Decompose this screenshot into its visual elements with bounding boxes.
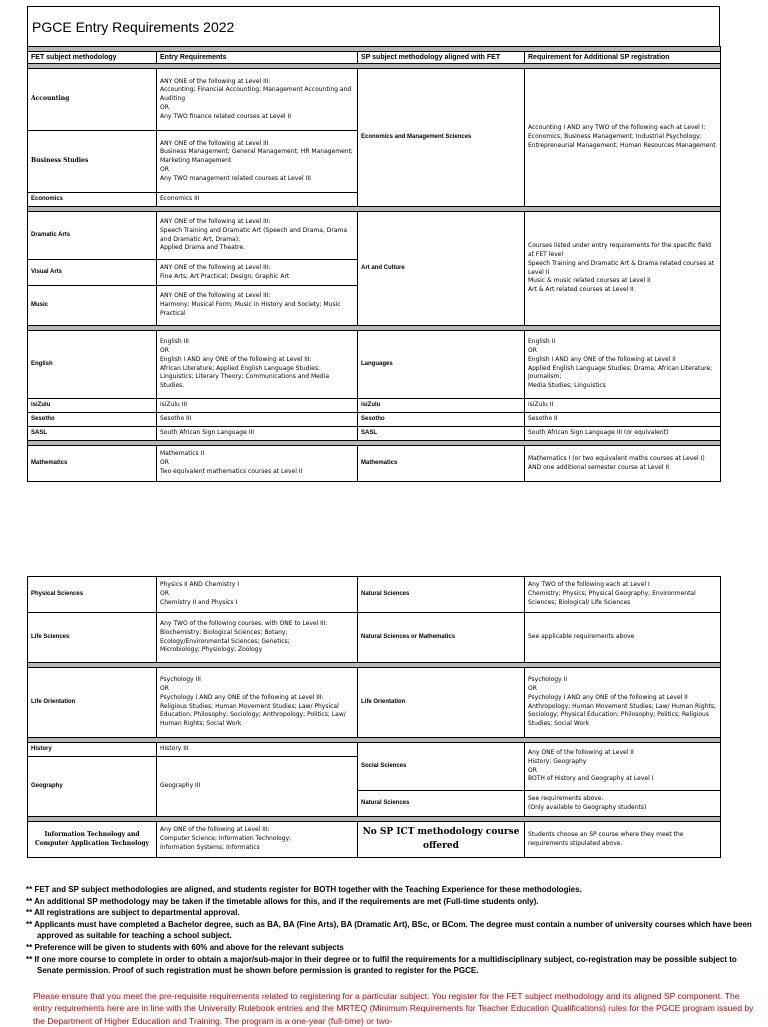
entry-mathematics: Mathematics II OR Two equivalent mathematics courses at Level II <box>157 446 358 482</box>
additional-mathematics: Mathematics I (or two equivalent maths courses at Level I) AND one additional semester course at Level II <box>525 446 721 482</box>
subject-business-studies: Business Studies <box>28 131 157 193</box>
entry-economics: Economics III <box>157 193 358 207</box>
header-additional: Requirement for Additional SP registration <box>525 52 721 64</box>
note: ** FET and SP subject methodologies are aligned, and students register for BOTH together with the Teaching Experience for these methodologies. <box>26 885 582 894</box>
header-fet: FET subject methodology <box>28 52 157 64</box>
entry-accounting: ANY ONE of the following at Level III: Accounting; Financial Accounting; Management Accounting and Auditing OR Any TWO finance related courses at Level II <box>157 69 358 131</box>
subject-history: History <box>28 743 157 757</box>
additional-art-and-culture: Courses listed under entry requirements for the specific field at FET level Speech Training and Dramatic Art & Drama related courses at Level II Music & music related courses at Level II Art & Art related courses at Level II <box>525 212 721 326</box>
subject-life-sciences: Life Sciences <box>28 613 157 663</box>
sp-mathematics: Mathematics <box>358 446 525 482</box>
subject-geography: Geography <box>28 757 157 817</box>
header-entry: Entry Requirements <box>157 52 358 64</box>
entry-life-sciences: Any TWO of the following courses, with ONE to Level III: Biochemistry; Biological Sciences; Botany; Ecology/Environmental Sciences; Genetics; Microbiology; Physiology; Zoology <box>157 613 358 663</box>
table-row <box>28 212 721 260</box>
sp-social-sciences: Social Sciences <box>358 743 525 791</box>
subject-visual-arts: Visual Arts <box>28 260 157 286</box>
note: ** An additional SP methodology may be taken if the timetable allows for this, and if the requirements are met (Full-time students only). <box>26 896 539 906</box>
table-row <box>28 331 721 399</box>
note: ** If one more course to complete in order to obtain a major/sub-major in their degree or to fulfil the requirements for a multidisciplinary subject, co-registration may be possible subject to Senate permission. Proof of such registration must be shown before permission is granted to register for the PGCE. <box>26 954 737 976</box>
sp-art-and-culture: Art and Culture <box>358 212 525 326</box>
sp-natural-sciences: Natural Sciences <box>358 577 525 613</box>
prerequisite-warning: Please ensure that you meet the pre-requisite requirements related to registering for a particular subject. You register for the FET subject methodology and its aligned SP component. The entry requirements here are in line with the University Rulebook entries and the MRTEQ (Minimum Requirements for Teacher Education Qualifications) rules for the PGCE program issued by the Department of Higher Education and Training. The program is a one-year (full-time) or two- <box>33 991 754 1026</box>
table-row <box>28 399 721 413</box>
additional-sesotho: Sesotho II <box>525 413 721 427</box>
entry-history: History III <box>157 743 358 757</box>
entry-music: ANY ONE of the following at Level III: Harmony; Musical Form; Music in History and Society; Music Practical <box>157 286 358 326</box>
subject-sesotho: Sesotho <box>28 413 157 427</box>
entry-sesotho: Sesotho III <box>157 413 358 427</box>
subject-sasl: SASL <box>28 427 157 441</box>
sp-life-orientation: Life Orientation <box>358 668 525 738</box>
table-row <box>28 413 721 427</box>
sp-sesotho: Sesotho <box>358 413 525 427</box>
table-row <box>28 69 721 131</box>
sp-ems: Economics and Management Sciences <box>358 69 525 207</box>
sp-isizulu: isiZulu <box>358 399 525 413</box>
subject-music: Music <box>28 286 157 326</box>
additional-natural-sciences: Any TWO of the following each at Level I Chemistry; Physics; Physical Geography; Environmental Sciences; Biological/ Life Sciences <box>525 577 721 613</box>
additional-ems: Accounting I AND any TWO of the following each at Level I: Economics; Business Management; Industrial Psychology; Entrepreneurial Management; Human Resources Management <box>525 69 721 207</box>
table-header-row <box>28 52 721 64</box>
additional-natural-sciences-geography: See requirements above. (Only available to Geography students) <box>525 791 721 817</box>
entry-english: English III OR English I AND any ONE of the following at Level III: African Literature; Applied English Language Studies; Linguistics; Literary Theory; Communications and Media Studies. <box>157 331 358 399</box>
table-row <box>28 822 721 858</box>
subject-dramatic-arts: Dramatic Arts <box>28 212 157 260</box>
additional-isizulu: isiZulu II <box>525 399 721 413</box>
sp-natural-sciences-or-maths: Natural Sciences or Mathematics <box>358 613 525 663</box>
sp-languages: Languages <box>358 331 525 399</box>
sp-no-ict: No SP ICT methodology course offered <box>358 822 525 858</box>
entry-physical-sciences: Physics II AND Chemistry I OR Chemistry II and Physics I <box>157 577 358 613</box>
table-row <box>28 577 721 613</box>
subject-physical-sciences: Physical Sciences <box>28 577 157 613</box>
subject-english: English <box>28 331 157 399</box>
subject-accounting: Accounting <box>28 69 157 131</box>
additional-natural-sciences-or-maths: See applicable requirements above <box>525 613 721 663</box>
table-row <box>28 427 721 441</box>
entry-sasl: South African Sign Language III <box>157 427 358 441</box>
requirements-table-2 <box>27 576 721 858</box>
table-row <box>28 446 721 482</box>
note: ** Preference will be given to students with 60% and above for the relevant subjects <box>26 942 344 952</box>
entry-information-technology: Any ONE of the following at Level III: Computer Science; Information Technology; Information Systems; Informatics <box>157 822 358 858</box>
table-row <box>28 668 721 738</box>
subject-economics: Economics <box>28 193 157 207</box>
entry-dramatic-arts: ANY ONE of the following at Level III: Speech Training and Dramatic Art (Speech and Drama, Drama and Dramatic Art, Drama); Applied Drama and Theatre. <box>157 212 358 260</box>
requirements-table-1 <box>27 46 721 482</box>
additional-ict: Students choose an SP course where they meet the requirements stipulated above. <box>525 822 721 858</box>
subject-isizulu: isiZulu <box>28 399 157 413</box>
notes-list <box>26 884 756 977</box>
page-title: PGCE Entry Requirements 2022 <box>27 6 720 46</box>
additional-social-sciences: Any ONE of the following at Level II History; Geography OR BOTH of History and Geography at Level I <box>525 743 721 791</box>
entry-isizulu: isiZulu III <box>157 399 358 413</box>
entry-visual-arts: ANY ONE of the following at Level III: Fine Arts; Art Practical; Design; Graphic Art <box>157 260 358 286</box>
sp-natural-sciences-geography: Natural Sciences <box>358 791 525 817</box>
subject-life-orientation: Life Orientation <box>28 668 157 738</box>
entry-life-orientation: Psychology III OR Psychology I AND any ONE of the following at Level III: Religious Studies; Human Movement Studies; Law/ Physical Education; Philosophy; Sociology; Anthropology; Politics; Law/ Human Rights; Social Work <box>157 668 358 738</box>
sp-sasl: SASL <box>358 427 525 441</box>
additional-sasl: South African Sign Language III (or equivalent) <box>525 427 721 441</box>
header-sp: SP subject methodology aligned with FET <box>358 52 525 64</box>
additional-life-orientation: Psychology II OR Psychology I AND any ONE of the following at Level II Anthropology; Human Movement Studies; Law/ Human Rights; Sociology; Physical Education; Philosophy; Politics; Religious Studies; Social Work <box>525 668 721 738</box>
table-row <box>28 743 721 757</box>
subject-information-technology: Information Technology and Computer Application Technology <box>28 822 157 858</box>
note: ** All registrations are subject to departmental approval. <box>26 908 240 918</box>
additional-languages: English II OR English I AND any ONE of the following at Level II Applied English Language Studies; Drama; African Literature; Journalism; Media Studies; Linguistics <box>525 331 721 399</box>
entry-business-studies: ANY ONE of the following at Level III Business Management; General Management; HR Management; Marketing Management OR Any TWO management related courses at Level III <box>157 131 358 193</box>
subject-mathematics: Mathematics <box>28 446 157 482</box>
entry-geography: Geography III <box>157 757 358 817</box>
table-row <box>28 613 721 663</box>
note: ** Applicants must have completed a Bachelor degree, such as BA, BA (Fine Arts), BA (Dramatic Art), BSc, or BCom. The degree must contain a number of university courses which have been approved as suitable for teaching a school subject. <box>26 919 752 941</box>
